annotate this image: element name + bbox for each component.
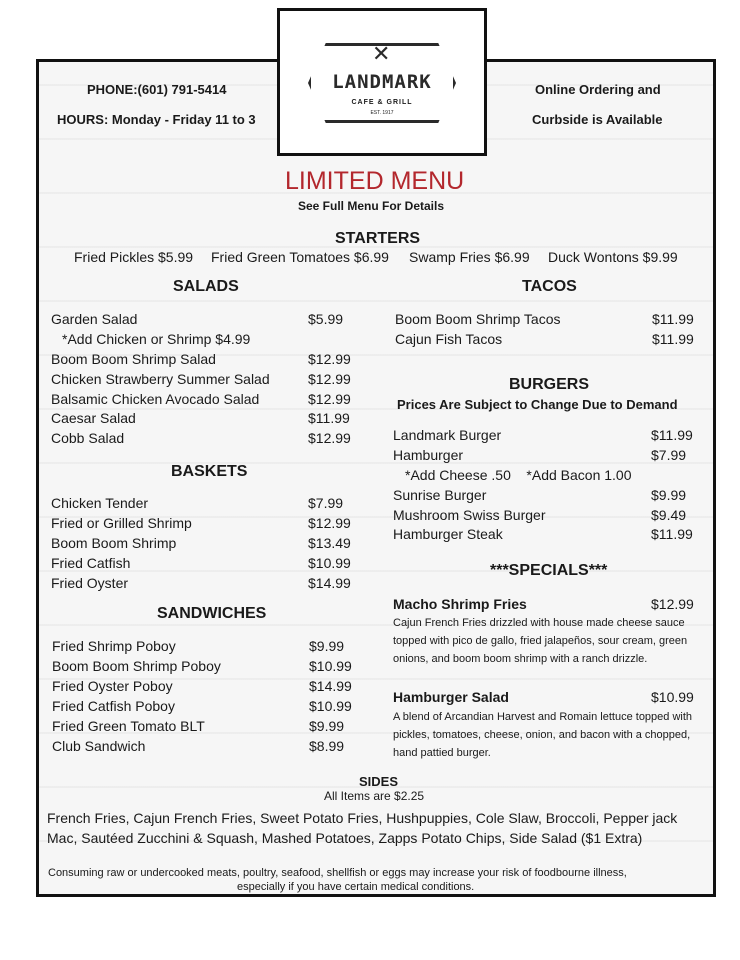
menu-price: $10.99	[309, 698, 352, 714]
menu-item: Mushroom Swiss Burger	[393, 507, 546, 523]
starter-item: Swamp Fries $6.99	[409, 249, 530, 265]
fork-knife-icon: ✕	[372, 41, 391, 66]
menu-price: $10.99	[309, 658, 352, 674]
menu-item: Hamburger	[393, 447, 464, 463]
menu-price: $10.99	[308, 555, 351, 571]
menu-price: $9.99	[309, 638, 345, 654]
logo-badge	[308, 43, 456, 123]
sides-heading: SIDES	[359, 774, 399, 789]
menu-item: Cobb Salad	[51, 430, 125, 446]
menu-item: Balsamic Chicken Avocado Salad	[51, 391, 260, 407]
page-title: LIMITED MENU	[285, 167, 465, 195]
menu-price: $7.99	[651, 447, 687, 463]
sides-note: All Items are $2.25	[324, 789, 425, 803]
menu-item: Garden Salad	[51, 311, 138, 327]
menu-price: $13.49	[308, 535, 351, 551]
menu-price: $9.49	[651, 507, 687, 523]
salads-heading: SALADS	[173, 278, 239, 295]
logo-est: EST. 1917	[370, 110, 394, 116]
menu-price: $11.99	[651, 526, 693, 542]
page-subtitle: See Full Menu For Details	[298, 199, 445, 213]
menu-item: Fried or Grilled Shrimp	[51, 515, 192, 531]
menu-item: Sunrise Burger	[393, 487, 487, 503]
sandwiches-heading: SANDWICHES	[157, 605, 267, 622]
menu-price: $7.99	[308, 495, 344, 511]
starters-heading: STARTERS	[335, 230, 421, 247]
sides-line-2: Mac, Sautéed Zucchini & Squash, Mashed Potatoes, Zapps Potato Chips, Side Salad ($1 Extra)	[47, 830, 643, 846]
menu-item: Fried Oyster Poboy	[52, 678, 173, 694]
menu-price: $14.99	[308, 575, 351, 591]
menu-price: $9.99	[309, 718, 345, 734]
sides-line-1: French Fries, Cajun French Fries, Sweet Potato Fries, Hushpuppies, Cole Slaw, Broccoli, Pepper jack	[47, 810, 678, 826]
menu-price: $11.99	[652, 311, 694, 327]
logo-sub: CAFE & GRILL	[351, 99, 413, 106]
menu-item: Chicken Tender	[51, 495, 149, 511]
starter-item: Duck Wontons $9.99	[548, 249, 678, 265]
menu-price: $9.99	[651, 487, 687, 503]
menu-item: Landmark Burger	[393, 427, 502, 443]
burgers-heading: BURGERS	[509, 376, 590, 393]
menu-item: Club Sandwich	[52, 738, 146, 754]
specials-heading: ***SPECIALS***	[490, 562, 608, 579]
starter-item: Fried Pickles $5.99	[74, 249, 194, 265]
online-ordering-line-2: Curbside is Available	[532, 112, 663, 127]
menu-item: Boom Boom Shrimp Tacos	[395, 311, 561, 327]
hours: HOURS: Monday - Friday 11 to 3	[57, 112, 256, 127]
menu-price: $8.99	[309, 738, 345, 754]
online-ordering-line-1: Online Ordering and	[535, 82, 661, 97]
menu-item: Fried Green Tomato BLT	[52, 718, 205, 734]
menu-item: Boom Boom Shrimp Poboy	[52, 658, 221, 674]
baskets-heading: BASKETS	[171, 463, 248, 480]
menu-item: Cajun Fish Tacos	[395, 331, 503, 347]
menu-price: $12.99	[308, 430, 351, 446]
tacos-heading: TACOS	[522, 278, 577, 295]
menu-item: Boom Boom Shrimp	[51, 535, 177, 551]
special-description: A blend of Arcandian Harvest and Romain lettuce topped with pickles, tomatoes, cheese, onion, and bacon with a chopped, hand pattied burger.	[393, 711, 693, 759]
menu-price: $11.99	[652, 331, 694, 347]
disclaimer-line-1: Consuming raw or undercooked meats, poultry, seafood, shellfish or eggs may increase your risk of foodbourne illness,	[48, 867, 627, 879]
special-price: $12.99	[651, 596, 694, 612]
special-name: Hamburger Salad	[393, 689, 509, 705]
phone: PHONE:(601) 791-5414	[87, 82, 227, 97]
menu-price: $12.99	[308, 351, 351, 367]
menu-item-note: *Add Cheese .50 *Add Bacon 1.00	[405, 467, 632, 483]
menu-item-note: *Add Chicken or Shrimp $4.99	[62, 331, 251, 347]
menu-item: Fried Shrimp Poboy	[52, 638, 176, 654]
menu-price: $12.99	[308, 391, 351, 407]
special-name: Macho Shrimp Fries	[393, 596, 527, 612]
menu-price: $11.99	[651, 427, 693, 443]
disclaimer-line-2: especially if you have certain medical conditions.	[237, 881, 475, 893]
special-description: Cajun French Fries drizzled with house made cheese sauce topped with pico de gallo, fried jalapeños, sour cream, green onions, and boom boom shrimp with a ranch drizzle.	[393, 617, 688, 665]
menu-price: $5.99	[308, 311, 344, 327]
menu-price: $12.99	[308, 515, 351, 531]
menu-item: Chicken Strawberry Summer Salad	[51, 371, 270, 387]
special-price: $10.99	[651, 689, 694, 705]
menu-item: Fried Catfish	[51, 555, 131, 571]
menu-item: Fried Catfish Poboy	[52, 698, 175, 714]
menu-item: Boom Boom Shrimp Salad	[51, 351, 216, 367]
menu-price: $12.99	[308, 371, 351, 387]
starter-item: Fried Green Tomatoes $6.99	[211, 249, 389, 265]
menu-item: Hamburger Steak	[393, 526, 503, 542]
burgers-note: Prices Are Subject to Change Due to Demand	[397, 397, 678, 412]
menu-price: $11.99	[308, 410, 350, 426]
logo-brand: LANDMARK	[332, 71, 432, 93]
menu-price: $14.99	[309, 678, 352, 694]
menu-item: Caesar Salad	[51, 410, 136, 426]
logo-box	[277, 8, 487, 156]
menu-item: Fried Oyster	[51, 575, 129, 591]
